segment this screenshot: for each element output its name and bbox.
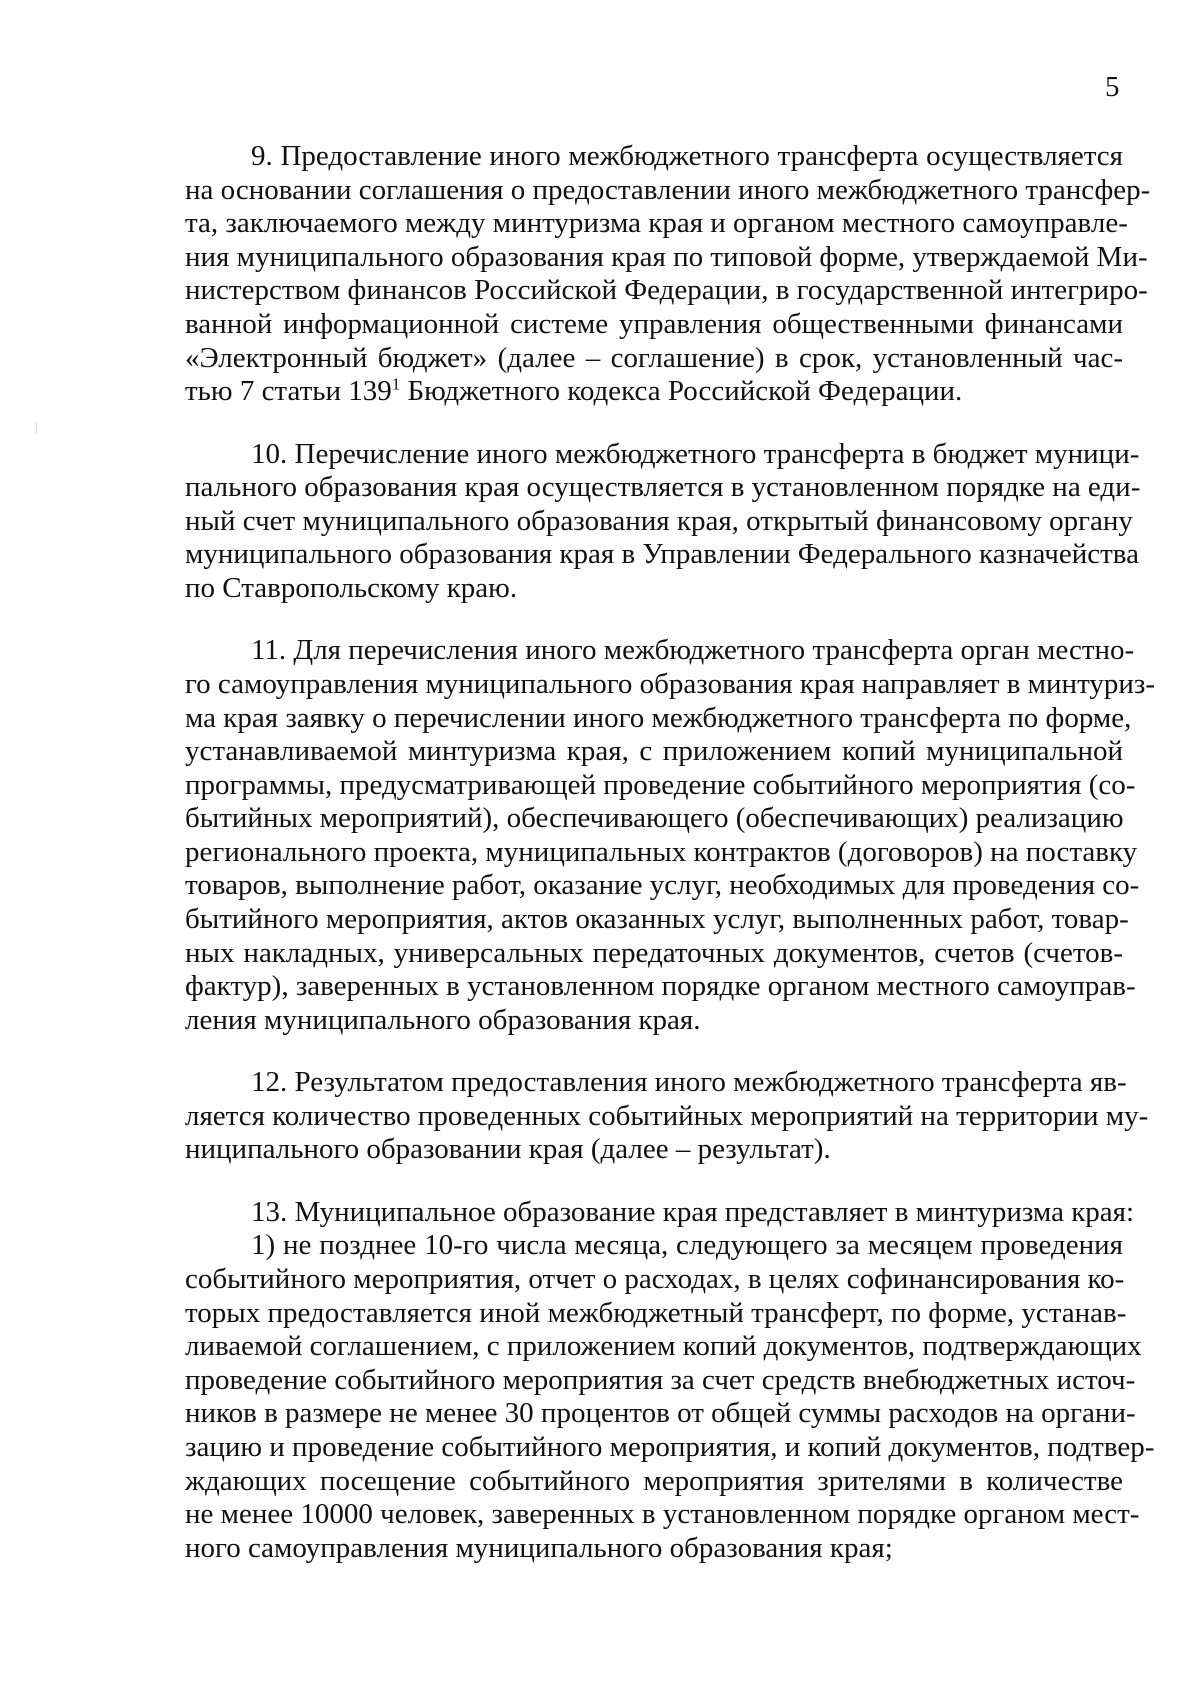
paragraph-9 [185,140,1151,409]
paragraph-line: 10. Перечисление иного межбюджетного трансферта в бюджет муници- [251,437,1140,470]
paragraph-line: устанавливаемой минтуризма края, с приложением копий муниципальной [185,735,1123,768]
paragraph-line: ников в размере не менее 30 процентов от общей суммы расходов на органи- [185,1397,1136,1430]
paragraph-line: регионального проекта, муниципальных контрактов (договоров) на поставку [185,835,1138,868]
paragraph-gap [185,1167,1123,1196]
paragraph-line: программы, предусматривающей проведение событийного мероприятия (со- [185,768,1136,801]
paragraph-line: 11. Для перечисления иного межбюджетного трансферта орган местно- [251,634,1135,667]
paragraph-line: 9. Предоставление иного межбюджетного трансферта осуществляется [251,140,1123,172]
paragraph-gap [185,409,1123,438]
paragraph-line: 12. Результатом предоставления иного межбюджетного трансферта яв- [251,1066,1127,1099]
paragraph-line: ления муниципального образования края. [185,1003,701,1036]
paragraph-line: ливаемой соглашением, с приложением копий документов, подтверждающих [185,1330,1142,1363]
paragraph-line: проведение событийного мероприятия за счет средств внебюджетных источ- [185,1363,1136,1396]
paragraph-line: го самоуправления муниципального образования края направляет в минтуриз- [185,667,1155,700]
paragraph-13-item-1 [185,1229,1155,1565]
paragraph-line: ждающих посещение событийного мероприятия зрителями в количестве [185,1464,1123,1497]
paragraph-gap [185,606,1123,635]
paragraph-line: ма края заявку о перечислении иного межбюджетного трансферта по форме, [185,701,1132,734]
paragraph-11 [185,634,1155,1037]
paragraph-line: 1) не позднее 10-го числа месяца, следующего за месяцем проведения [251,1229,1123,1262]
paragraph-line: ных накладных, универсальных передаточных документов, счетов (счетов- [185,936,1123,969]
paragraph-line: пального образования края осуществляется в установленном порядке на еди- [185,471,1141,504]
line-text: Бюджетного кодекса Российской Федерации. [400,375,963,408]
paragraph-12 [185,1066,1149,1167]
paragraph-line: муниципального образования края в Управлении Федерального казначейства [185,538,1139,571]
paragraph-line: бытийных мероприятий), обеспечивающего (обеспечивающих) реализацию [185,802,1124,835]
paragraph-line: ляется количество проведенных событийных мероприятий на территории му- [185,1099,1149,1132]
paragraph-line: бытийного мероприятия, актов оказанных услуг, выполненных работ, товар- [185,903,1129,936]
paragraph-line: ниципального образовании края (далее – результат). [185,1133,831,1166]
paragraph-line: зацию и проведение событийного мероприятия, и копий документов, подтвер- [185,1430,1155,1463]
paragraph-line: нистерством финансов Российской Федерации, в государственной интегриро- [185,274,1148,307]
paragraph-13 [185,1195,1135,1230]
page-number: 5 [1105,71,1120,103]
document-body [185,140,1155,1565]
superscript: 1 [391,374,401,394]
paragraph-line [185,375,1123,409]
paragraph-line: торых предоставляется иной межбюджетный трансферт, по форме, устанав- [185,1296,1127,1329]
paragraph-line: та, заключаемого между минтуризма края и органом местного самоуправле- [185,207,1128,240]
paragraph-line: 13. Муниципальное образование края представляет в минтуризма края: [251,1195,1135,1228]
paragraph-line: по Ставропольскому краю. [185,571,518,604]
paragraph-10 [185,437,1141,606]
paragraph-line: не менее 10000 человек, заверенных в установленном порядке органом мест- [185,1498,1140,1531]
paragraph-line: на основании соглашения о предоставлении иного межбюджетного трансфер- [185,173,1151,206]
paragraph-line: событийного мероприятия, отчет о расходах, в целях софинансирования ко- [185,1263,1125,1295]
paragraph-line: ванной информационной системе управления общественными финансами [185,307,1123,340]
paragraph-line: ного самоуправления муниципального образования края; [185,1531,893,1564]
paragraph-line: товаров, выполнение работ, оказание услуг, необходимых для проведения со- [185,869,1140,902]
paragraph-line: фактур), заверенных в установленном порядке органом местного самоуправ- [185,970,1136,1003]
paragraph-line: «Электронный бюджет» (далее – соглашение) в срок, установленный час- [185,341,1123,374]
paragraph-line: ния муниципального образования края по типовой форме, утверждаемой Ми- [185,240,1148,273]
margin-mark [36,422,37,434]
paragraph-line: ный счет муниципального образования края, открытый финансовому органу [185,504,1133,537]
paragraph-gap [185,1037,1123,1066]
line-text: тью 7 статьи 139 [185,375,392,408]
